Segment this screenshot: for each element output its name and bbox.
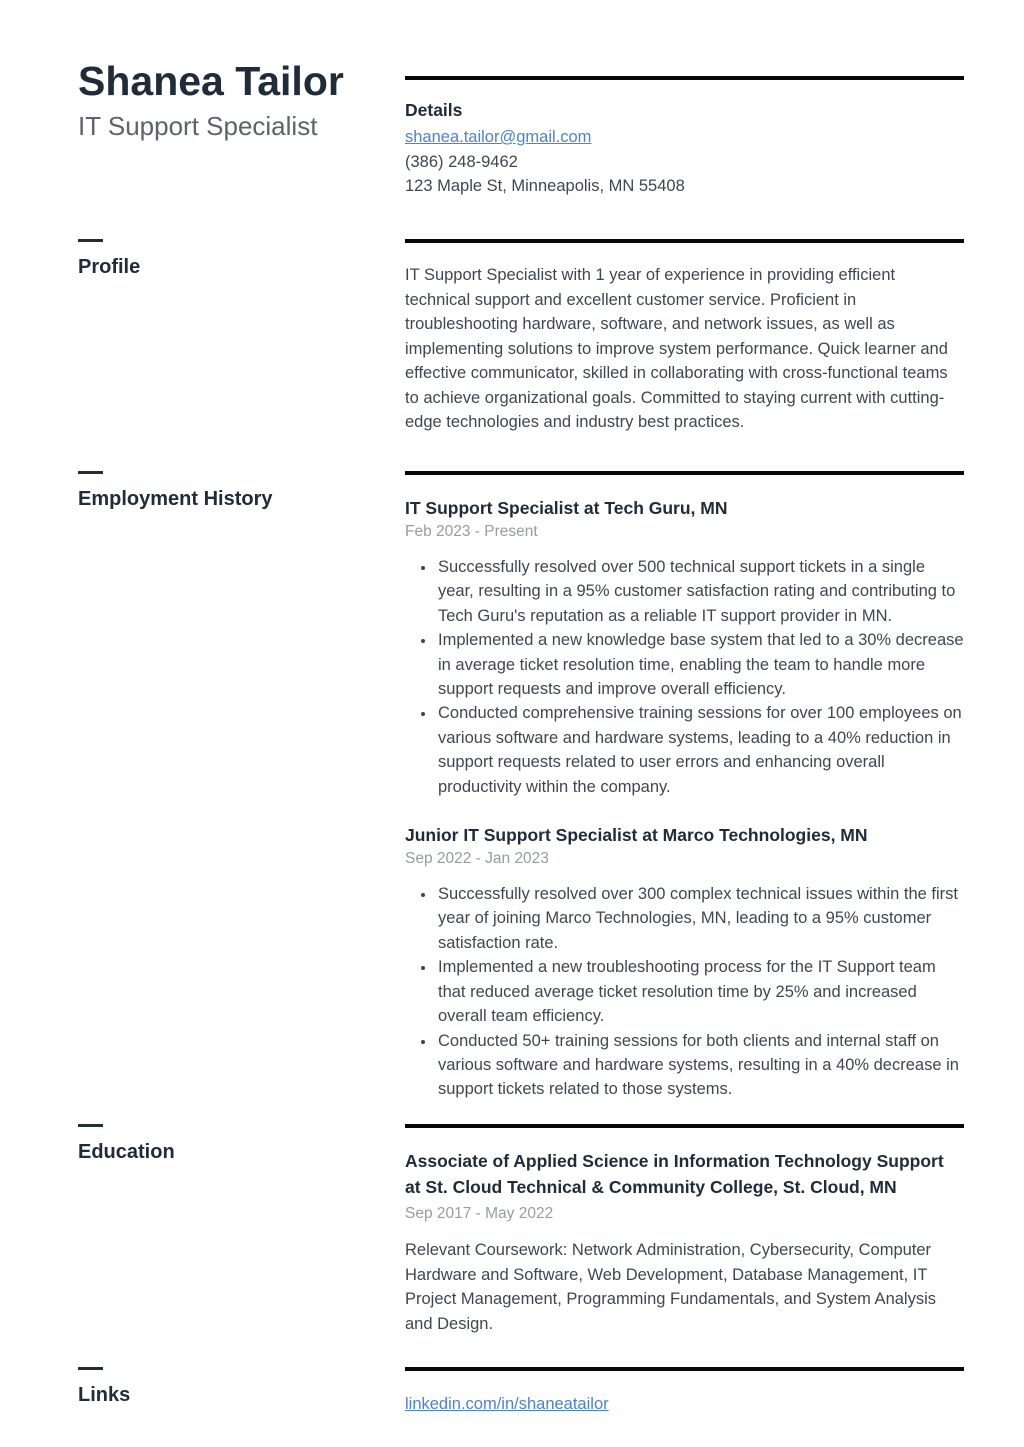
links-label-block	[78, 1367, 405, 1417]
links-content	[405, 1367, 964, 1417]
bullet-item: • Implemented a new troubleshooting process for the IT Support team that reduced average ticket resolution time by 25% and increased overall team efficiency.	[436, 955, 964, 1028]
education-section	[78, 1124, 964, 1336]
section-rule	[405, 1367, 964, 1371]
section-rule	[405, 239, 964, 243]
details-heading: Details	[405, 100, 463, 120]
profile-content	[405, 239, 964, 435]
section-dash	[78, 1124, 103, 1127]
section-dash	[78, 471, 103, 474]
links-section	[78, 1367, 964, 1417]
education-heading: Education	[78, 1141, 175, 1163]
job-dates: Feb 2023 - Present	[405, 523, 538, 540]
section-dash	[78, 239, 103, 242]
email-link[interactable]: shanea.tailor@gmail.com	[405, 128, 592, 146]
bullet-item: • Conducted 50+ training sessions for both clients and internal staff on various software and hardware systems, resulting in a 40% decrease in support tickets related to those systems.	[436, 1029, 964, 1102]
links-line	[405, 1392, 964, 1417]
profile-section	[78, 239, 964, 435]
section-dash	[78, 1367, 103, 1370]
coursework-text: Relevant Coursework: Network Administration, Cybersecurity, Computer Hardware and Software, Web Development, Database Management, IT Project Management, Programming Fundamentals, and System Analysis and Design.	[405, 1241, 936, 1333]
links-heading: Links	[78, 1384, 131, 1406]
education-label-block	[78, 1124, 405, 1336]
page-title: Shanea Tailor	[78, 58, 344, 104]
section-rule	[405, 76, 964, 80]
job-title: IT Support Specialist at Tech Guru, MN	[405, 498, 728, 518]
email-line	[405, 125, 964, 150]
job-bullets	[405, 882, 964, 1102]
profile-text: IT Support Specialist with 1 year of experience in providing efficient technical support and excellent customer service. Proficient in troubleshooting hardware, software, and network issues, as well as implementing solutions to improve system performance. Quick learner and effective communicator, skilled in collaborating with cross-functional teams to achieve organizational goals. Committed to staying current with cutting-edge technologies and industry best practices.	[405, 266, 948, 431]
job-entry	[405, 824, 964, 1102]
employment-content	[405, 471, 964, 1102]
profile-label-block	[78, 239, 405, 435]
job-entry	[405, 497, 964, 799]
profile-heading: Profile	[78, 256, 141, 278]
bullet-item: • Conducted comprehensive training sessions for over 100 employees on various software and hardware systems, leading to a 40% reduction in support requests related to user errors and enhancing overall productivity within the company.	[436, 701, 964, 799]
linkedin-link[interactable]: linkedin.com/in/shaneatailor	[405, 1395, 609, 1413]
degree-title: Associate of Applied Science in Information Technology Support at St. Cloud Technical & Community College, St. Cloud, MN	[405, 1151, 944, 1197]
education-content	[405, 1124, 964, 1336]
bullet-item: • Implemented a new knowledge base system that led to a 30% decrease in average ticket resolution time, enabling the team to handle more support requests and improve overall efficiency.	[436, 628, 964, 701]
bullet-item: • Successfully resolved over 500 technical support tickets in a single year, resulting in a 95% customer satisfaction rating and contributing to Tech Guru's reputation as a reliable IT support provider in MN.	[436, 555, 964, 628]
employment-heading: Employment History	[78, 488, 273, 510]
education-dates: Sep 2017 - May 2022	[405, 1205, 554, 1222]
job-bullets	[405, 555, 964, 799]
phone-number: (386) 248-9462	[405, 152, 518, 171]
employment-section	[78, 471, 964, 1102]
section-rule	[405, 1124, 964, 1128]
job-subtitle: IT Support Specialist	[78, 111, 318, 141]
employment-label-block	[78, 471, 405, 1102]
details-section	[405, 58, 964, 199]
bullet-item: • Successfully resolved over 300 complex technical issues within the first year of joining Marco Technologies, MN, leading to a 95% customer satisfaction rate.	[436, 882, 964, 955]
address: 123 Maple St, Minneapolis, MN 55408	[405, 177, 685, 195]
job-title: Junior IT Support Specialist at Marco Technologies, MN	[405, 825, 868, 846]
identity-block	[78, 58, 405, 199]
job-dates: Sep 2022 - Jan 2023	[405, 850, 549, 868]
header-row	[78, 58, 964, 199]
section-rule	[405, 471, 964, 475]
